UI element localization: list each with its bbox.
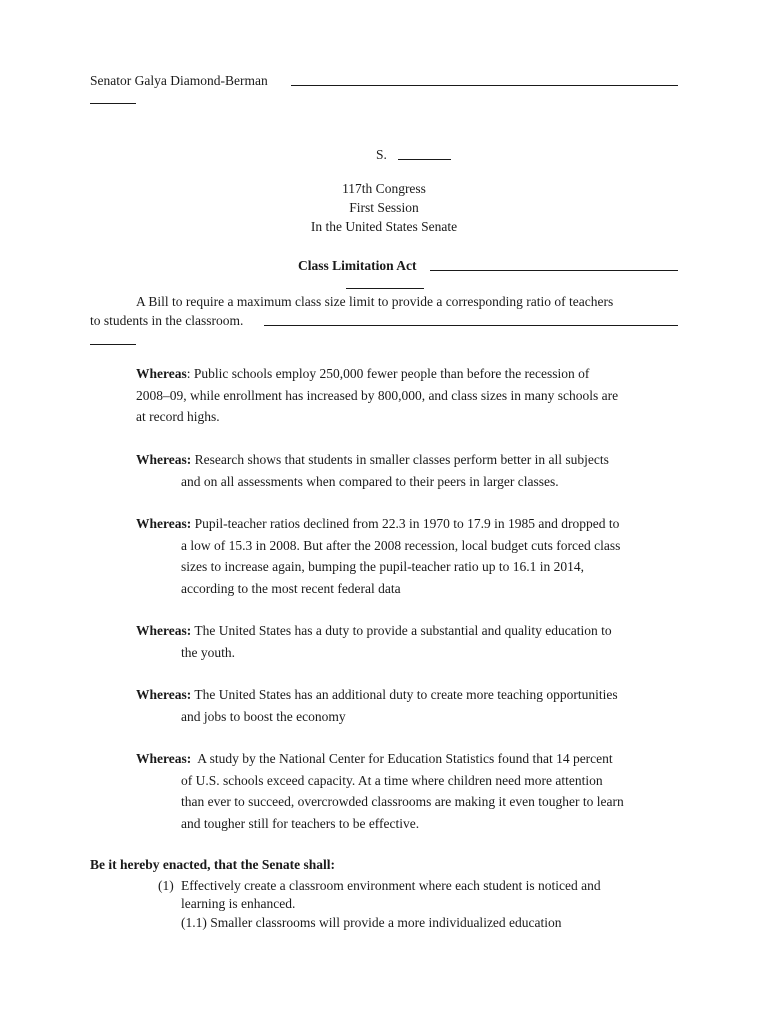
whereas-text: a low of 15.3 in 2008. But after the 2008 recession, local budget cuts forced class xyxy=(181,537,621,553)
whereas-text: and tougher still for teachers to be effective. xyxy=(181,815,420,831)
whereas-clause-1 xyxy=(136,363,681,428)
congress-label: 117th Congress xyxy=(342,181,426,196)
enacted-item-1-line-2: learning is enhanced. xyxy=(181,896,296,911)
title-rule-continued xyxy=(346,288,424,289)
whereas-text: at record highs. xyxy=(136,409,220,424)
whereas-clause-3 xyxy=(136,513,681,599)
intro-line-1: A Bill to require a maximum class size limit to provide a corresponding ratio of teachers xyxy=(136,294,614,309)
whereas-text: and jobs to boost the economy xyxy=(181,708,346,724)
whereas-sep: : xyxy=(186,366,191,381)
whereas-text: according to the most recent federal data xyxy=(181,580,401,596)
whereas-text: The United States has an additional duty to create more teaching opportunities xyxy=(191,687,618,702)
enacted-item-1-number: (1) xyxy=(158,878,174,893)
whereas-text: A study by the National Center for Education Statistics found that 14 percent xyxy=(191,751,613,766)
chamber-label: In the United States Senate xyxy=(310,219,458,234)
whereas-clause-2 xyxy=(136,449,681,492)
whereas-text: and on all assessments when compared to their peers in larger classes. xyxy=(181,473,559,489)
whereas-text: The United States has a duty to provide a substantial and quality education to xyxy=(191,623,612,638)
enacted-heading: Be it hereby enacted, that the Senate shall: xyxy=(90,857,335,872)
bill-number-prefix: S. xyxy=(376,147,387,162)
whereas-label: Whereas: xyxy=(136,687,192,702)
senator-rule-continued xyxy=(90,103,136,104)
bill-title: Class Limitation Act xyxy=(298,258,417,273)
whereas-label: Whereas: xyxy=(136,516,192,531)
intro-rule-continued xyxy=(90,344,136,345)
whereas-text: than ever to succeed, overcrowded classrooms are making it even tougher to learn xyxy=(181,794,624,809)
whereas-text: of U.S. schools exceed capacity. At a time where children need more attention xyxy=(181,772,603,788)
title-rule xyxy=(430,270,678,271)
whereas-text: Pupil-teacher ratios declined from 22.3 in 1970 to 17.9 in 1985 and dropped to xyxy=(191,516,620,531)
enacted-item-1-line-1: Effectively create a classroom environment where each student is noticed and xyxy=(181,878,601,893)
intro-rule xyxy=(264,325,678,326)
whereas-label: Whereas xyxy=(136,366,187,381)
whereas-clause-6 xyxy=(136,748,681,834)
whereas-clause-4 xyxy=(136,620,681,663)
enacted-item-1-1: (1.1) Smaller classrooms will provide a more individualized education xyxy=(181,915,562,930)
bill-number-blank xyxy=(398,159,451,160)
senator-name: Senator Galya Diamond-Berman xyxy=(90,73,268,88)
senator-rule xyxy=(291,85,678,86)
whereas-label: Whereas: xyxy=(136,452,192,467)
whereas-text: sizes to increase again, bumping the pupil-teacher ratio up to 16.1 in 2014, xyxy=(181,559,585,574)
whereas-label: Whereas: xyxy=(136,751,192,766)
whereas-text: the youth. xyxy=(181,644,235,660)
session-label: First Session xyxy=(349,200,419,215)
whereas-text: Public schools employ 250,000 fewer people than before the recession of xyxy=(190,366,590,381)
whereas-label: Whereas: xyxy=(136,623,192,638)
intro-line-2: to students in the classroom. xyxy=(90,313,244,328)
whereas-text: 2008–09, while enrollment has increased by 800,000, and class sizes in many schools are xyxy=(136,387,619,403)
whereas-clause-5 xyxy=(136,684,681,727)
whereas-text: Research shows that students in smaller classes perform better in all subjects xyxy=(191,452,609,467)
